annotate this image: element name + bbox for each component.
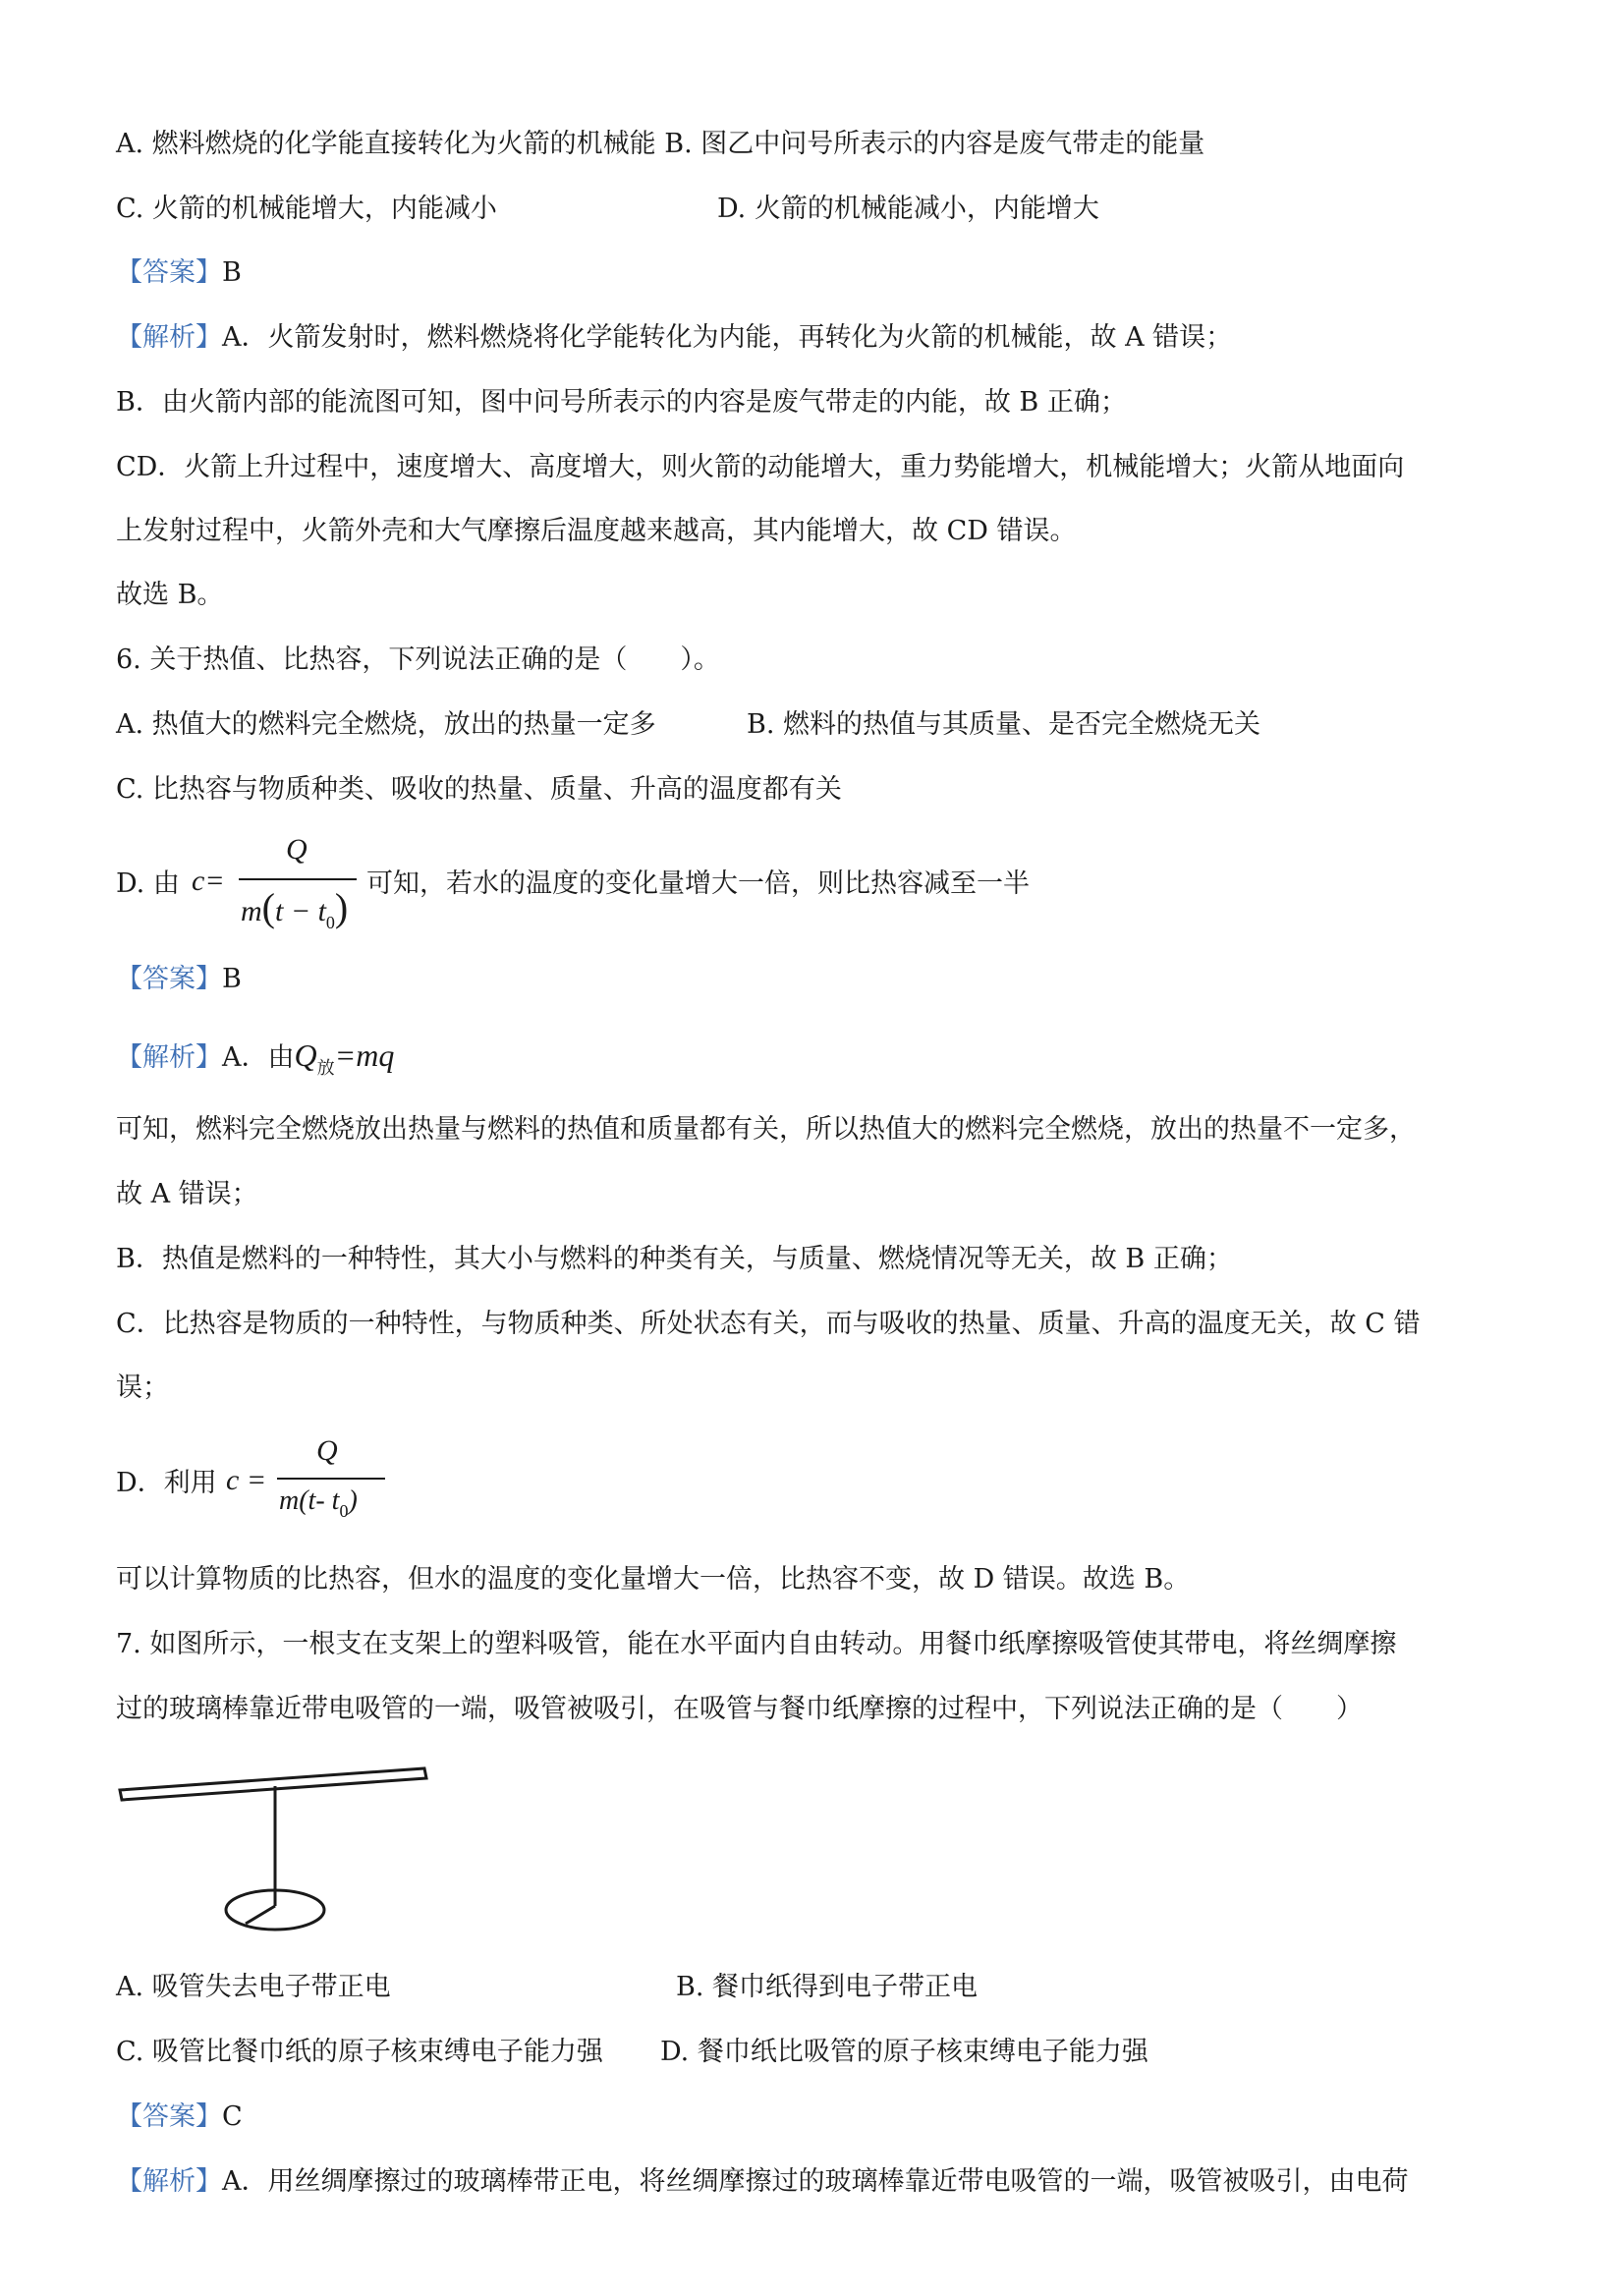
answer-3 [116,2098,243,2137]
fraction-bar [277,1478,385,1480]
explanation-2-c-line2: 误； [116,1372,169,1403]
den-close: ) [348,1485,358,1516]
q5-option-a-b: A. 燃料燃烧的化学能直接转化为火箭的机械能 B. 图乙中问号所表示的内容是废气带走的能量 [116,129,1205,159]
explanation-tag: 【解析】 [116,2166,222,2197]
q6-option-d-prefix: D. 由 [116,868,180,899]
formula-lhs: c= [192,865,225,897]
q7-option-c: C. 吸管比餐巾纸的原子核束缚电子能力强 [116,2037,603,2067]
paren-open: ( [261,885,275,929]
formula-q-sub: 放 [316,1058,335,1079]
explanation-tag: 【解析】 [116,322,222,353]
answer-tag: 【答案】 [116,257,222,288]
formula-lhs: c = [226,1464,267,1496]
explanation-2-b: B．热值是燃料的一种特性，其大小与燃料的种类有关，与质量、燃烧情况等无关，故 B 正确； [116,1244,1233,1274]
answer-tag: 【答案】 [116,964,222,994]
q6-option-a: A. 热值大的燃料完全燃烧，放出的热量一定多 [116,709,656,740]
explanation-tag: 【解析】 [116,1042,222,1073]
formula-q: Q [294,1037,317,1073]
formula-denominator [241,884,348,933]
explanation-text: A．由 [222,1042,295,1073]
q5-option-d: D. 火箭的机械能减小，内能增大 [717,194,1099,224]
q6-option-c: C. 比热容与物质种类、吸收的热量、质量、升高的温度都有关 [116,774,842,805]
explanation-2-a-head [116,1036,394,1089]
q5-option-c: C. 火箭的机械能增大，内能减小 [116,194,497,224]
answer-1 [116,253,242,293]
q7-option-b: B. 餐巾纸得到电子带正电 [676,1972,979,2002]
den-sub: 0 [325,913,335,932]
formula-numerator: Q [286,833,308,866]
formula-denominator [279,1485,358,1522]
answer-2 [116,960,242,999]
straw-stand-figure [108,1749,442,1935]
answer-value: B [222,257,242,288]
question-6-stem: 6. 关于热值、比热容，下列说法正确的是（ ）。 [116,644,720,675]
answer-value: C [222,2101,243,2132]
explanation-1-cd-line2: 上发射过程中，火箭外壳和大气摩擦后温度越来越高，其内能增大，故 CD 错误。 [116,516,1077,546]
explanation-2-c-line1: C．比热容是物质的一种特性，与物质种类、所处状态有关，而与吸收的热量、质量、升高的温度无关，故 C 错 [116,1309,1421,1339]
formula-specific-heat-2 [226,1434,393,1533]
explanation-1-a [116,318,1232,358]
formula-numerator: Q [316,1434,338,1467]
explanation-1-cd-line1: CD．火箭上升过程中，速度增大、高度增大，则火箭的动能增大，重力势能增大，机械能增大；火箭从地面向 [116,452,1405,482]
den-t: t − t [275,895,326,927]
q7-option-d: D. 餐巾纸比吸管的原子核束缚电子能力强 [660,2037,1148,2067]
den-sub: 0 [339,1501,349,1521]
answer-tag: 【答案】 [116,2101,222,2132]
question-7-stem-line2: 过的玻璃棒靠近带电吸管的一端，吸管被吸引，在吸管与餐巾纸摩擦的过程中，下列说法正确的是（ ） [116,1694,1363,1724]
formula-mq: =mq [334,1037,395,1073]
explanation-text: A．用丝绸摩擦过的玻璃棒带正电，将丝绸摩擦过的玻璃棒靠近带电吸管的一端，吸管被吸引，由电荷 [222,2166,1409,2197]
q6-option-b: B. 燃料的热值与其质量、是否完全燃烧无关 [747,709,1261,740]
explanation-3-a [116,2162,1409,2202]
explanation-text: A．火箭发射时，燃料燃烧将化学能转化为内能，再转化为火箭的机械能，故 A 错误； [222,322,1233,353]
q7-option-a: A. 吸管失去电子带正电 [116,1972,391,2002]
explanation-1-b: B．由火箭内部的能流图可知，图中问号所表示的内容是废气带走的内能，故 B 正确； [116,387,1127,418]
answer-value: B [222,964,242,994]
q6-option-d-text: 可知，若水的温度的变化量增大一倍，则比热容减至一半 [366,868,1030,899]
explanation-2-d-prefix: D．利用 [116,1468,217,1498]
explanation-2-d-text: 可以计算物质的比热容，但水的温度的变化量增大一倍，比热容不变，故 D 错误。故选 B。 [116,1564,1191,1595]
base-line [246,1906,275,1924]
den-body: m(t- t [279,1485,340,1516]
formula-specific-heat-1 [192,833,368,931]
den-m: m [241,895,262,927]
explanation-1-conclusion: 故选 B。 [116,580,224,610]
explanation-2-a-line2: 故 A 错误； [116,1179,258,1209]
question-7-stem-line1: 7. 如图所示，一根支在支架上的塑料吸管，能在水平面内自由转动。用餐巾纸摩擦吸管使其带电，将丝绸摩擦 [116,1629,1397,1659]
straw [120,1768,426,1800]
explanation-2-a-line1: 可知，燃料完全燃烧放出热量与燃料的热值和质量都有关，所以热值大的燃料完全燃烧，放出的热量不一定多， [116,1114,1416,1145]
fraction-bar [239,878,357,880]
paren-close: ) [334,885,349,929]
